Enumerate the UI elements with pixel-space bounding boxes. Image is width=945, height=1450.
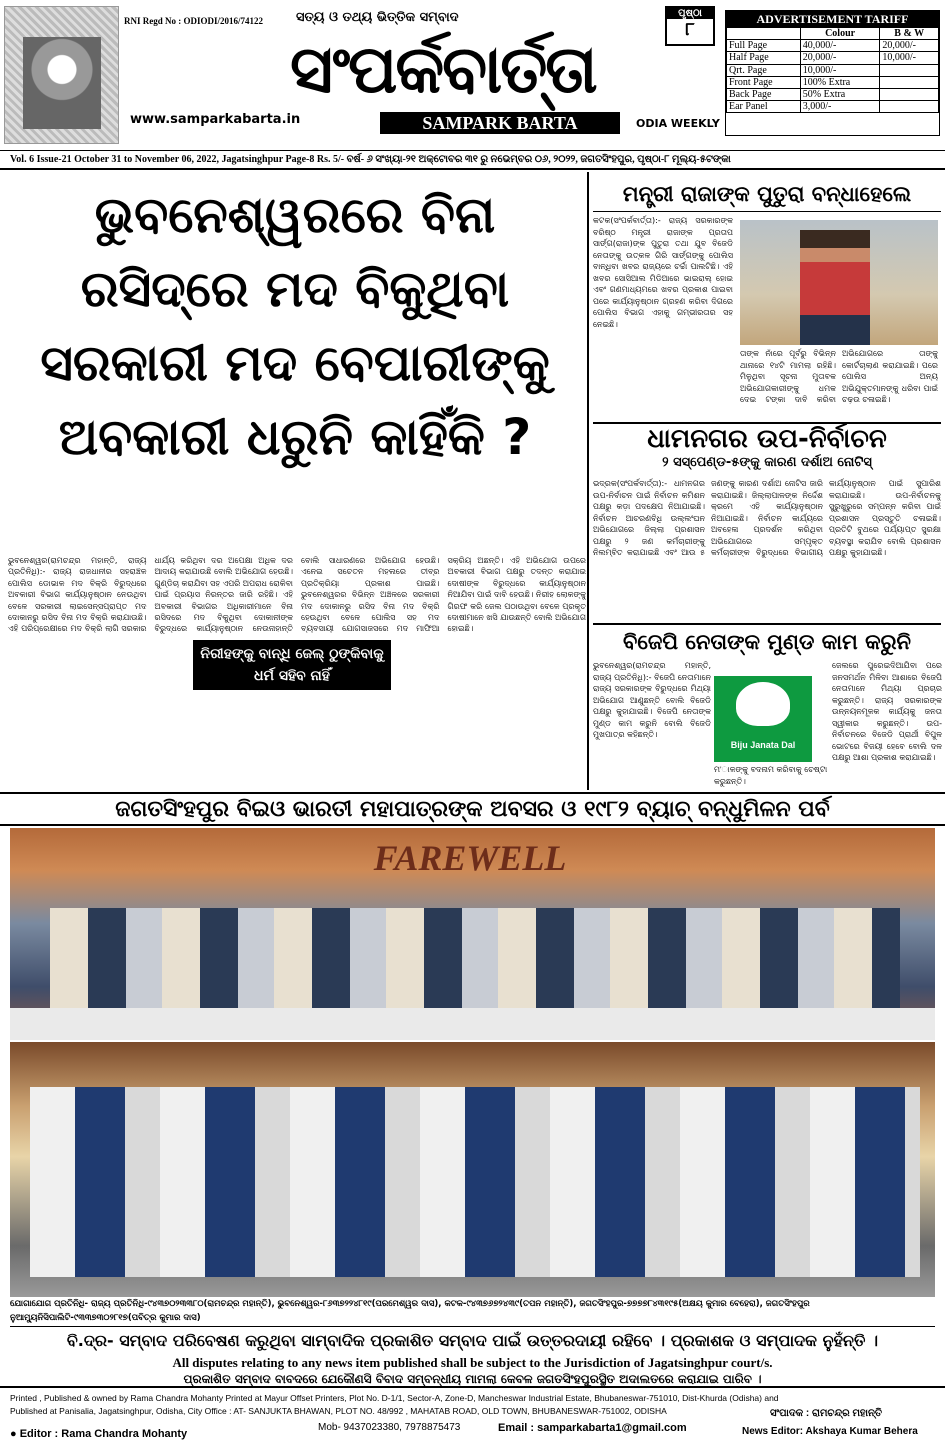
advertisement-tariff xyxy=(725,10,940,136)
tariff-row xyxy=(727,76,939,88)
bjd-logo-text: Biju Janata Dal xyxy=(730,740,796,750)
tariff-row xyxy=(727,52,939,64)
temple-logo-image xyxy=(4,6,119,144)
tariff-colour: 3,000/- xyxy=(800,101,880,113)
tariff-row xyxy=(727,64,939,76)
minister-nephew-body-cont: ତାଙ୍କ ନାଁରେ ପୂର୍ବରୁ ବିଭିନ୍ନ ଥାନାରେ ୧୪ଟି ମାମଲା ରହିଛି। ମିଳୁଥିବା ସୂଚନା ମୁତାବକ ଅଭିଯୋଗକାରୀଙ୍କୁ ଧମକ ଦେଇ ଟଙ୍କା ଦାବି କରିବା ଅଭିଯୋଗରେ ତାଙ୍କୁ କୋର୍ଟଚାଲାଣ କରାଯାଇଛି। ପରେ ପୋଲିସ ଅନ୍ୟ ଅଭିଯୁକ୍ତମାନଙ୍କୁ ଧରିବା ପାଇଁ ଚଢ଼ଉ ଚଳାଇଛି। xyxy=(740,349,938,404)
lead-headline: ଭୁବନେଶ୍ୱରରେ ବିନା ରସିଦ୍‌ରେ ମଦ ବିକୁଥିବା ସରକାରୀ ମଦ ବେପାରୀଙ୍କୁ ଅବକାରୀ ଧରୁନି କାହିଁକି ? xyxy=(40,186,550,466)
tariff-bw xyxy=(880,88,939,100)
lead-story-body: ଭୁବନେଶ୍ୱର(ରାମଚନ୍ଦ୍ର ମହାନ୍ତି, ରାଜ୍ୟ ପ୍ରତିନିଧି):- ରାଜ୍ୟ ରାଜଧାନୀର ସହରାଞ୍ଚଳ ପୋଲିସ ଡୋଭାଳ ମଦ ବିକ୍ରି ବିରୁଦ୍ଧରେ ଅବକାରୀ ବିଭାଗ କାର୍ଯ୍ୟାନୁଷ୍ଠାନ ନେଉଥିବା ବେଳେ ସରକାରୀ ଲାଇସେନ୍ସପ୍ରାପ୍ତ ମଦ ଦୋକାନରୁ ରସିଦ ବିନା ମଦ ବିକ୍ରି କରାଯାଉଛି। ଏହି ପରିପ୍ରେକ୍ଷୀରେ ମଦ ବିକ୍ରି ଲାଗି ସରକାର ଧାର୍ଯ୍ୟ କରିଥିବା ଦର ଅପେକ୍ଷା ଅଧିକ ଦର ଆଦାୟ କରାଯାଉଛି ବୋଲି ଅଭିଯୋଗ ହେଉଛି। ଗୁଣ୍ଡିଚା କରାଯିବା ସହ ଏପରି ଅପରାଧ ରୋକିବା ପାଇଁ ପ୍ରୟାସ ନିରନ୍ତର ଜାରି ରହିଛି। ଏହି ଅବକାରୀ ବିଭାଗର ଅଧିକାରୀମାନେ ବିନା ରସିଦରେ ମଦ ବିକୁଥିବା ଦୋକାନୀଙ୍କ ବିରୁଦ୍ଧରେ କାର୍ଯ୍ୟାନୁଷ୍ଠାନ ନେଉନାହାନ୍ତି ବୋଲି ସାଧାରଣରେ ଅଭିଯୋଗ ହେଉଛି। ଏନେଇ ସଚେତନ ମହଲରେ ତୀବ୍ର ପ୍ରତିକ୍ରିୟା ପ୍ରକାଶ ପାଇଛି। ଭୁବନେଶ୍ୱରର ବିଭିନ୍ନ ଅଞ୍ଚଳରେ ସରକାରୀ ମଦ ଦୋକାନରୁ ରସିଦ ବିନା ମଦ ବିକ୍ରି ହେଉଥିବା ବେଳେ ପୋଲିସ ସହ ମଦ ବ୍ୟବସାୟୀ ଯୋଗସାଜସରେ ମଦ ମାଫିଆ ସକ୍ରିୟ ଅଛନ୍ତି। ଏହି ଅଭିଯୋଗ ଉପରେ ଅବକାରୀ ବିଭାଗ ପକ୍ଷରୁ ତଦନ୍ତ କରାଯାଇ ଦୋଷୀଙ୍କ ବିରୁଦ୍ଧରେ କାର୍ଯ୍ୟାନୁଷ୍ଠାନ ନିଆଯିବା ପାଇଁ ଦାବି ହେଉଛି। ନିରୀହ ଲୋକଙ୍କୁ ଗିରଫ କରି ଜେଲ ପଠାଉଥିବା ବେଳେ ପ୍ରକୃତ ଦୋଷୀମାନେ ଖସି ଯାଉଛନ୍ତି ବୋଲି ଅଭିଯୋଗ ହୋଇଛି। xyxy=(8,556,586,634)
newspaper-title-odia: ସଂପର୍କବାର୍ତ୍ତା xyxy=(290,31,596,108)
masthead xyxy=(0,0,945,150)
tariff-bw: 10,000/- xyxy=(880,52,939,64)
tariff-bw xyxy=(880,64,939,76)
page-number: ୮ xyxy=(685,19,695,40)
tariff-row xyxy=(727,101,939,113)
nephew-photo xyxy=(740,220,938,345)
tariff-label: Back Page xyxy=(727,88,801,100)
minister-nephew-headline: ମନ୍ତ୍ରୀ ରାଜାଙ୍କ ପୁତୁରା ବନ୍ଧାହେଲେ xyxy=(593,178,941,212)
tariff-bw xyxy=(880,76,939,88)
farewell-banner-headline: ଜଗତସିଂହପୁର ବିଇଓ ଭାରତୀ ମହାପାତ୍ରଙ୍କ ଅବସର ଓ ୧୯୮୨ ବ୍ୟାଚ୍ ବନ୍ଧୁମିଳନ ପର୍ବ xyxy=(0,792,945,826)
rni-number: RNI Regd No : ODIODI/2016/74122 xyxy=(124,16,264,26)
disclaimer-english: All disputes relating to any news item published shall be subject to the Jurisdiction of Jagatsinghpur court/s. xyxy=(172,1355,773,1370)
footer-editor: ● Editor : Rama Chandra Mohanty xyxy=(10,1428,188,1440)
tariff-heading: ADVERTISEMENT TARIFF xyxy=(726,11,939,27)
bjp-leader-headline: ବିଜେପି ନେତାଙ୍କ ମୁଣ୍ଡ କାମ କରୁନି xyxy=(593,623,941,657)
tariff-colour: 50% Extra xyxy=(800,88,880,100)
tariff-label: Half Page xyxy=(727,52,801,64)
tariff-bw xyxy=(880,101,939,113)
tariff-row xyxy=(727,88,939,100)
tariff-bw: 20,000/- xyxy=(880,40,939,52)
tariff-colour: 40,000/- xyxy=(800,40,880,52)
tariff-colour: 10,000/- xyxy=(800,64,880,76)
contact-representatives: ଯୋଗାଯୋଗ ପ୍ରତିନିଧି- ରାଜ୍ୟ ପ୍ରତିନିଧି-୯୪୩୭୦୨୩୩୮୦(ରାମଚନ୍ଦ୍ର ମହାନ୍ତି), ଭୁବନେଶ୍ୱର-୮୬୩୭୨୨୪୮୧୯(ପରମେଶ୍ୱର ଦାସ), କଟକ-୯୪୩୭୬୭୨୪୩୯(ତପନ ମହାନ୍ତି), ଜଗତସିଂହପୁର-୭୭୭୭୮୪୩୧୯୫(ଅକ୍ଷୟ କୁମାର ବେହେରା), ଜଗତସିଂହପୁର ନୁଆମ୍ୟୁନିସିପାଲିଟି-୯୩୩୭୩୦୨୮୧୭(ପବିତ୍ର କୁମାର ଦାସ) xyxy=(10,1297,935,1327)
tariff-table xyxy=(726,27,939,113)
reunion-photo-group xyxy=(10,1042,935,1297)
page-number-box xyxy=(665,6,715,46)
minister-nephew-body: କଟକ(ସଂପର୍କବାର୍ତ୍ତା):- ରାଜ୍ୟ ସରକାରଙ୍କ ବରିଷ୍ଠ ମନ୍ତ୍ରୀ ରାଜାଙ୍କ ପ୍ରତାପ ସାର୍ଙ୍ଗ(ରାଜା)ଙ୍କ ପୁତୁରା ତଥା ଯୁବ ବିଜେଡି ନେତାଙ୍କୁ ଉତ୍କଳ ଗିରି ସାର୍ଙ୍ଗଙ୍କୁ ପୋଲିସ ବାନ୍ଧିବା ଖବର ରାଜ୍ୟରେ ଚର୍ଚ୍ଚା ପାଲଟିଛି। ଏହି ଖବର ସୋସିଆଲ ମିଡିଆରେ ଭାଇରାଲ୍ ହୋଇ ଏବଂ ଗଣମାଧ୍ୟମରେ ଖବର ପ୍ରକାଶ ପାଇବା ପରେ କାର୍ଯ୍ୟାନୁଷ୍ଠାନ ଗ୍ରହଣ କରିବା ଦିଗରେ ପୋଲିସ ବିଭାଗ ଏହାକୁ ଗମ୍ଭୀରତାର ସହ ନେଇଛି। xyxy=(593,216,733,329)
tariff-colour: 100% Extra xyxy=(800,76,880,88)
conch-icon xyxy=(736,682,790,726)
editor-odia: ସଂପାଦକ : ରାମଚନ୍ଦ୍ର ମହାନ୍ତି xyxy=(770,1408,883,1419)
tagline: ସତ୍ୟ ଓ ତଥ୍ୟ ଭିତ୍ତିକ ସମ୍ବାଦ xyxy=(296,10,459,25)
farewell-photo-stage xyxy=(10,828,935,1040)
dhamnagar-body: ଭଦ୍ରକ(ସଂପର୍କବାର୍ତ୍ତା):- ଧାମନଗର ଉପ-ନିର୍ବାଚନ ପାଇଁ ନିର୍ବାଚନ କମିଶନ ପକ୍ଷରୁ କଡ଼ା ପଦକ୍ଷେପ ନିଆଯାଇଛି। ନିର୍ବାଚନ ଆଚରଣବିଧି ଉଲ୍ଲଂଘନ ଅଭିଯୋଗରେ ଜିଲ୍ଲା ପ୍ରଶାସନ ପକ୍ଷରୁ ୨ ଜଣ କର୍ମଚାରୀଙ୍କୁ ନିଲମ୍ବିତ କରାଯାଇଛି ଏବଂ ଆଉ ୫ ଜଣଙ୍କୁ କାରଣ ଦର୍ଶାଅ ନୋଟିସ ଜାରି କରାଯାଇଛି। ଜିଲ୍ଲାପାଳଙ୍କ ନିର୍ଦ୍ଦେଶ କ୍ରମେ ଏହି କାର୍ଯ୍ୟାନୁଷ୍ଠାନ ନିଆଯାଇଛି। ନିର୍ବାଚନ କାର୍ଯ୍ୟରେ ଅବହେଳା ପ୍ରଦର୍ଶନ କରିଥିବା ଅଭିଯୋଗରେ ସମ୍ପୃକ୍ତ କର୍ମଚାରୀଙ୍କ ବିରୁଦ୍ଧରେ ବିଭାଗୀୟ କାର୍ଯ୍ୟାନୁଷ୍ଠାନ ପାଇଁ ସୁପାରିଶ କରାଯାଇଛି। ଉପ-ନିର୍ବାଚନକୁ ସୁରୁଖୁରୁରେ ସମ୍ପନ୍ନ କରିବା ପାଇଁ ପ୍ରଶାସନ ପ୍ରସ୍ତୁତି ଚଳାଇଛି। ପ୍ରତିଟି ବୁଥରେ ପର୍ଯ୍ୟାପ୍ତ ସୁରକ୍ଷା ବ୍ୟବସ୍ଥା କରାଯିବ ବୋଲି ପ୍ରଶାସନ ପକ୍ଷରୁ କୁହାଯାଇଛି। xyxy=(593,479,941,557)
page-label: ପୃଷ୍ଠା xyxy=(667,8,713,19)
dhamnagar-subhead: ୨ ସସ୍‌ପେଣ୍ଡ-୫ଙ୍କୁ କାରଣ ଦର୍ଶାଅ ନୋଟିସ୍ xyxy=(662,455,872,470)
dhamnagar-headline: ଧାମନଗର ଉପ-ନିର୍ବାଚନ xyxy=(593,422,941,452)
bjd-logo xyxy=(714,676,812,762)
tariff-colour: 20,000/- xyxy=(800,52,880,64)
disclaimer-odia: ବି.ଦ୍ର- ସମ୍ବାଦ ପରିବେଷଣ କରୁଥିବା ସାମ୍ବାଦିକ ପ୍ରକାଶିତ ସମ୍ବାଦ ପାଇଁ ଉତ୍ତରଦାୟୀ ରହିବେ । ପ୍ରକାଶକ ଓ ସମ୍ପାଦକ ନୁହଁନ୍ତି । xyxy=(66,1331,879,1350)
odia-weekly-label: ODIA WEEKLY xyxy=(636,117,720,130)
tariff-label: Full Page xyxy=(727,40,801,52)
website-link[interactable]: www.samparkabarta.in xyxy=(130,112,301,127)
tariff-label: Qrt. Page xyxy=(727,64,801,76)
tariff-row xyxy=(727,40,939,52)
tariff-col-colour: Colour xyxy=(800,28,880,40)
imprint-line-1: Printed , Published & owned by Rama Chandra Mohanty Printed at Mayur Offset Printers, Plot No. D-1/1, Sector-A, Zone-D, Mancheswar Industrial Estate, Bhubaneswar-751010, Dist-Khurda (Odisha) and xyxy=(10,1393,779,1403)
newspaper-title-english: SAMPARK BARTA xyxy=(380,112,620,134)
footer-mobile: Mob- 9437023380, 7978875473 xyxy=(318,1422,461,1433)
column-divider xyxy=(587,172,589,790)
farewell-banner-text: FAREWELL xyxy=(373,838,567,878)
bjp-leader-body: ଭୁବନେଶ୍ୱର(ରାମଚନ୍ଦ୍ର ମହାନ୍ତି, ରାଜ୍ୟ ପ୍ରତିନିଧି):- ବିଜେପି ନେତାମାନେ ରାଜ୍ୟ ସରକାରଙ୍କ ବିରୁଦ୍ଧରେ ମିଥ୍ୟା ଅଭିଯୋଗ ଆଣୁଛନ୍ତି ବୋଲି ବିଜେଡି ପକ୍ଷରୁ କୁହାଯାଇଛି। ବିଜେପି ନେତାଙ୍କ ମୁଣ୍ଡ କାମ କରୁନି ବୋଲି ବିଜେଡି ମୁଖପାତ୍ର କହିଛନ୍ତି। xyxy=(593,661,711,739)
footer-email[interactable]: Email : samparkabarta1@gmail.com xyxy=(498,1422,687,1434)
disclaimer-odia-jurisdiction: ପ୍ରକାଶିତ ସମ୍ବାଦ ବାବଦରେ ଯେକୌଣସି ବିବାଦ ସମ୍ବନ୍ଧୀୟ ମାମଲା କେବଳ ଜଗତସିଂହପୁରସ୍ଥିତ ଅଦାଲତରେ କରାଯାଇ ପାରିବ । xyxy=(0,1372,945,1388)
footer-news-editor: News Editor: Akshaya Kumar Behera xyxy=(742,1426,918,1437)
tariff-col-bw: B & W xyxy=(880,28,939,40)
bjp-leader-body-mid: ମ'ାଳଙ୍କୁ ବଦନାମ କରିବାକୁ ଚେଷ୍ଟା କରୁଛନ୍ତି। xyxy=(714,765,828,786)
lead-pull-quote: ନିରୀହଙ୍କୁ ବାନ୍ଧି ଜେଲ୍ ଠୁଙ୍କିବାକୁ ଧର୍ମ ସହିବ ନାହିଁ xyxy=(193,640,391,690)
imprint-line-2: Published at Panisalia, Jagatsinghpur, Odisha, City Office : AT- SANJUKTA BHAWAN, PLOT NO. 48/992 , MAHATAB ROAD, OLD TOWN, BHUBANESWAR-751002, ODISHA xyxy=(10,1406,667,1416)
tariff-label: Front Page xyxy=(727,76,801,88)
bjp-leader-body-cont: ଜେଲରେ ପୁରେଇଦିଆଯିବା ପରେ ଜନସମର୍ଥନ ମିଳିବା ଆଶାରେ ବିଜେପି ନେତାମାନେ ମିଥ୍ୟା ପ୍ରଚାର କରୁଛନ୍ତି। ରାଜ୍ୟ ସରକାରଙ୍କ ଉନ୍ନୟନମୂଳକ କାର୍ଯ୍ୟକୁ ଜନତା ସ୍ୱୀକାର କରୁଛନ୍ତି। ଉପ-ନିର୍ବାଚନରେ ବିଜେଡି ପ୍ରାର୍ଥୀ ବିପୁଳ ଭୋଟରେ ବିଜୟୀ ହେବେ ବୋଲି ଦଳ ପକ୍ଷରୁ ଆଶା ପ୍ରକାଶ କରାଯାଇଛି। xyxy=(832,661,942,762)
issue-meta-bar: Vol. 6 Issue-21 October 31 to November 06, 2022, Jagatsinghpur Page-8 Rs. 5/- ବର୍ଷ- ୬ ସଂଖ୍ୟା-୨୧ ଅକ୍ଟୋବର ୩୧ ରୁ ନଭେମ୍ବର ୦୬, ୨୦୨୨, ଜଗତସିଂହପୁର, ପୃଷ୍ଠା-୮ ମୂଲ୍ୟ-୫ଟଙ୍କା xyxy=(0,150,945,170)
tariff-label: Ear Panel xyxy=(727,101,801,113)
